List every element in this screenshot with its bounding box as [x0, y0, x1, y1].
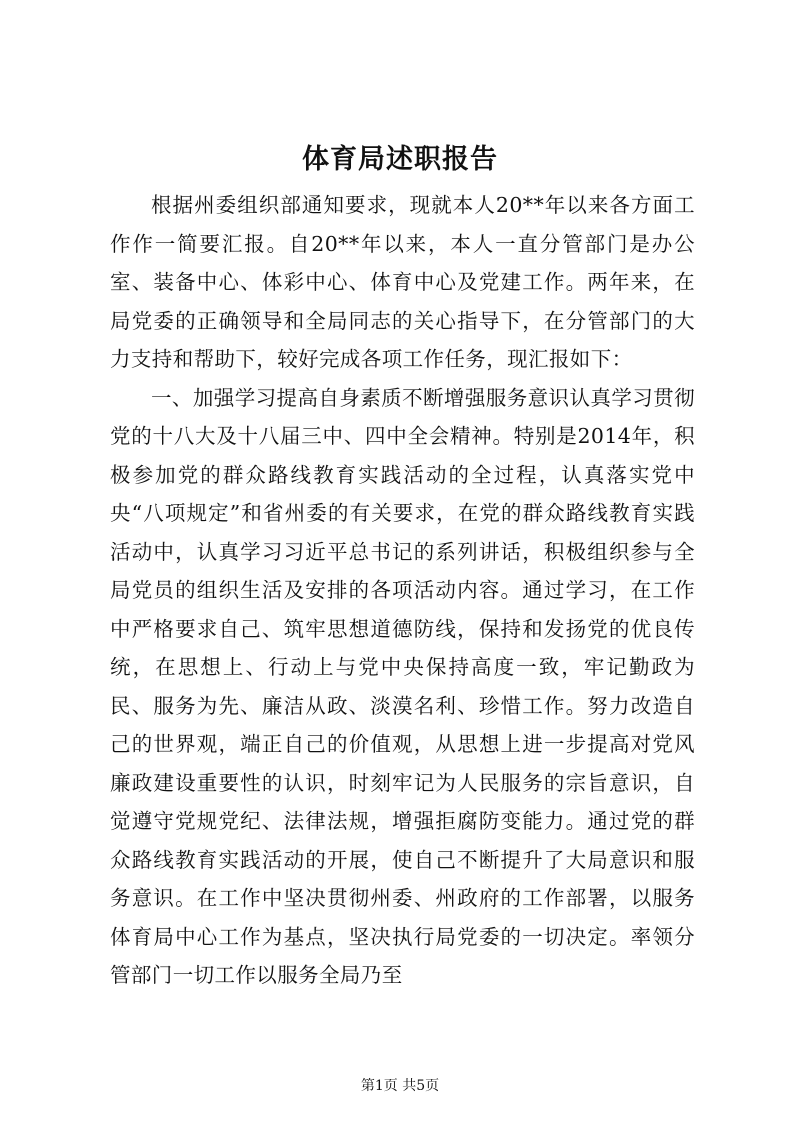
document-body	[110, 186, 695, 995]
document-title: 体育局述职报告	[302, 144, 498, 175]
paragraph-section-one: 一、加强学习提高自身素质不断增强服务意识认真学习贯彻党的十八大及十八届三中、四中全会精神。特别是2014年，积极参加党的群众路线教育实践活动的全过程，认真落实党中央“八项规定”和省州委的有关要求，在党的群众路线教育实践活动中，认真学习习近平总书记的系列讲话，积极组织参与全局党员的组织生活及安排的各项活动内容。通过学习，在工作中严格要求自己、筑牢思想道德防线，保持和发扬党的优良传统，在思想上、行动上与党中央保持高度一致，牢记勤政为民、服务为先、廉洁从政、淡漠名利、珍惜工作。努力改造自己的世界观，端正自己的价值观，从思想上进一步提高对党风廉政建设重要性的认识，时刻牢记为人民服务的宗旨意识，自觉遵守党规党纪、法律法规，增强拒腐防变能力。通过党的群众路线教育实践活动的开展，使自己不断提升了大局意识和服务意识。在工作中坚决贯彻州委、州政府的工作部署，以服务体育局中心工作为基点，坚决执行局党委的一切决定。率领分管部门一切工作以服务全局乃至	[110, 385, 695, 987]
paragraph-intro: 根据州委组织部通知要求，现就本人20**年以来各方面工作作一简要汇报。自20**年以来，本人一直分管部门是办公室、装备中心、体彩中心、体育中心及党建工作。两年来，在局党委的正确领导和全局同志的关心指导下，在分管部门的大力支持和帮助下，较好完成各项工作任务，现汇报如下：	[110, 193, 695, 371]
page-footer: 第1页 共5页	[360, 1078, 440, 1094]
